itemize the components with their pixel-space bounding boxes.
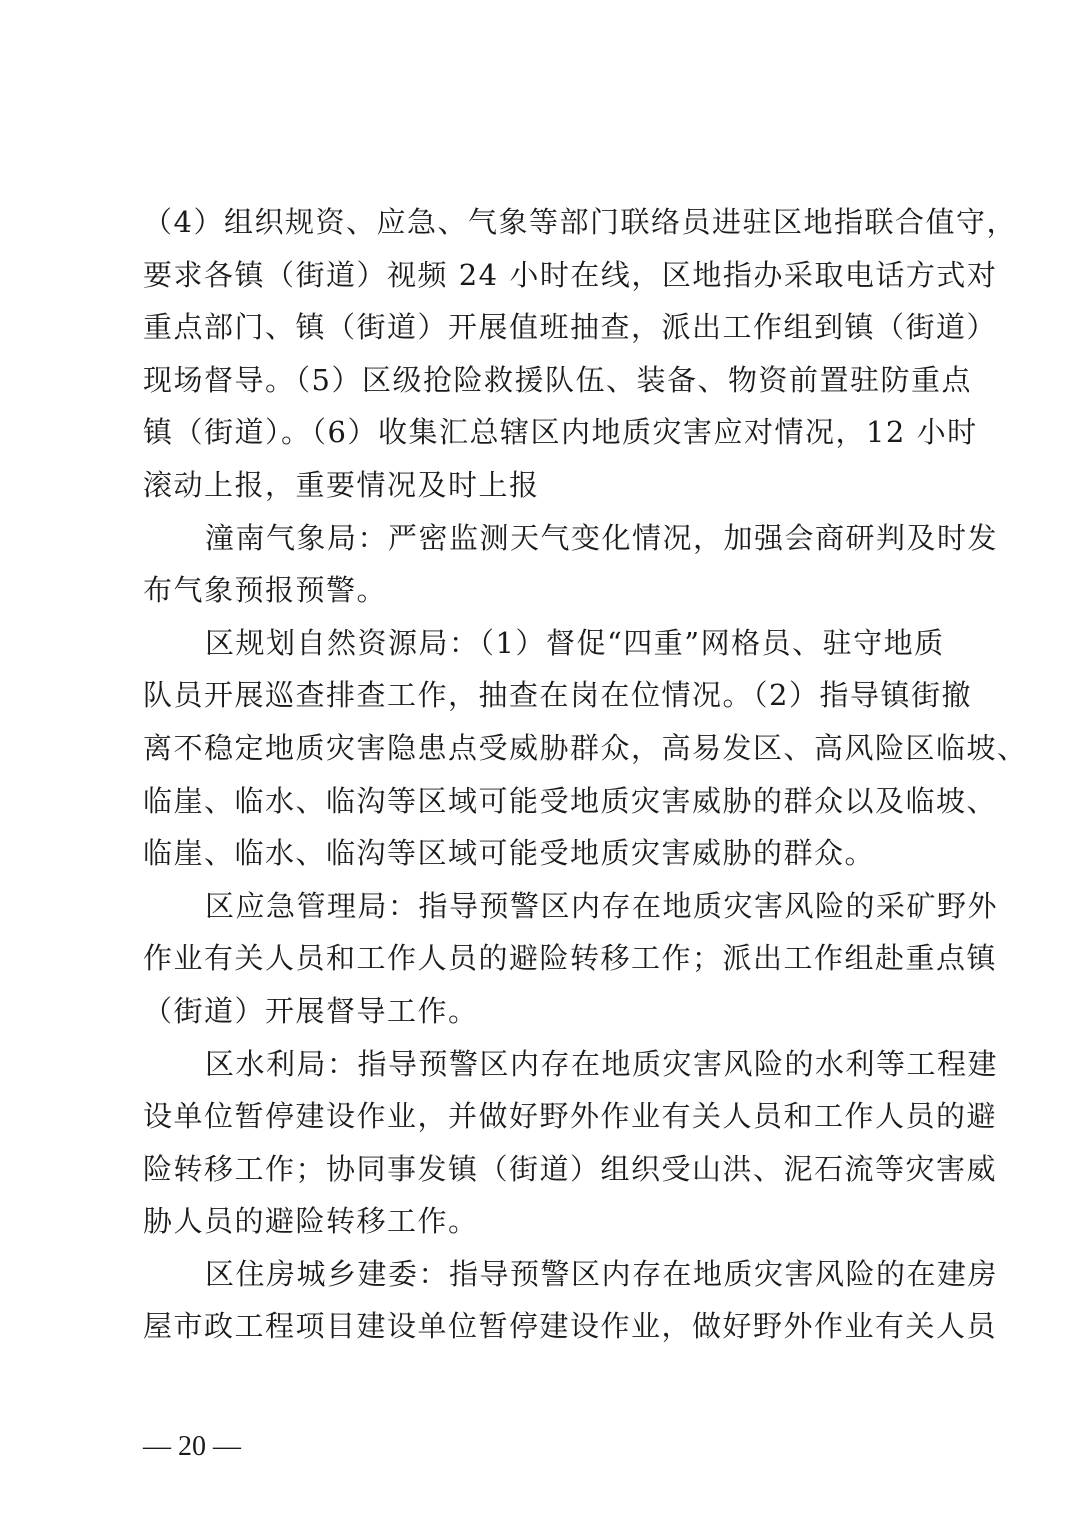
text-line: 要求各镇（街道）视频 24 小时在线，区地指办采取电话方式对 <box>143 257 998 292</box>
text-line: 临崖、临水、临沟等区域可能受地质灾害威胁的群众。 <box>143 836 876 871</box>
text-line: 队员开展巡查排查工作，抽查在岗在位情况。（2）指导镇街撤 <box>143 678 972 713</box>
text-line: 险转移工作；协同事发镇（街道）组织受山洪、泥石流等灾害威 <box>143 1151 998 1186</box>
text-line: 离不稳定地质灾害隐患点受威胁群众，高易发区、高风险区临坡、 <box>143 730 1028 765</box>
text-line: 滚动上报，重要情况及时上报 <box>143 467 540 502</box>
text-line: （街道）开展督导工作。 <box>143 993 479 1028</box>
text-line: （4）组织规资、应急、气象等部门联络员进驻区地指联合值守， <box>143 205 1017 239</box>
text-line: 区应急管理局：指导预警区内存在地质灾害风险的采矿野外 <box>205 888 999 923</box>
text-line: 区规划自然资源局：（1）督促“四重”网格员、驻守地质 <box>205 625 945 660</box>
text-line: 区水利局：指导预警区内存在地质灾害风险的水利等工程建 <box>205 1046 999 1081</box>
text-line: 区住房城乡建委：指导预警区内存在地质灾害风险的在建房 <box>205 1256 999 1291</box>
body-text <box>143 196 1028 1353</box>
text-line: 临崖、临水、临沟等区域可能受地质灾害威胁的群众以及临坡、 <box>143 783 998 818</box>
text-line: 潼南气象局：严密监测天气变化情况，加强会商研判及时发 <box>205 520 999 555</box>
text-line: 胁人员的避险转移工作。 <box>143 1204 479 1239</box>
text-line: 设单位暂停建设作业，并做好野外作业有关人员和工作人员的避 <box>143 1099 998 1134</box>
text-line: 屋市政工程项目建设单位暂停建设作业，做好野外作业有关人员 <box>143 1309 998 1344</box>
text-line: 布气象预报预警。 <box>143 573 388 608</box>
page-number: — 20 — <box>143 1431 241 1462</box>
text-line: 镇（街道）。（6）收集汇总辖区内地质灾害应对情况，12 小时 <box>143 415 978 450</box>
text-line: 作业有关人员和工作人员的避险转移工作；派出工作组赴重点镇 <box>143 941 998 976</box>
text-line: 现场督导。（5）区级抢险救援队伍、装备、物资前置驻防重点 <box>143 362 972 397</box>
text-line: 重点部门、镇（街道）开展值班抽查，派出工作组到镇（街道） <box>143 310 998 345</box>
